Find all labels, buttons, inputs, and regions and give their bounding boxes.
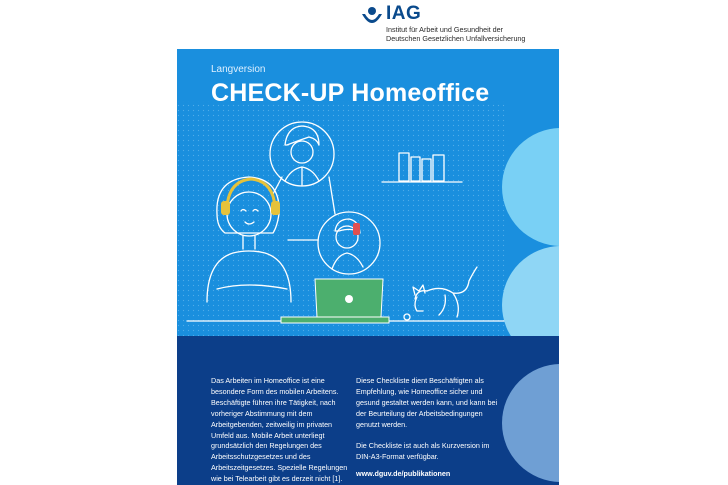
- document-title: CHECK-UP Homeoffice: [211, 79, 490, 107]
- logo-wordmark: IAG: [386, 3, 422, 24]
- intro-column-left: [211, 376, 351, 485]
- document-overline: Langversion: [211, 64, 266, 75]
- logo-subtitle-line-1: Institut für Arbeit und Gesundheit der: [386, 25, 504, 34]
- intro-column-right: [356, 376, 506, 474]
- logo-subtitle: [386, 25, 525, 43]
- colleague-2-circle: [318, 212, 380, 274]
- iag-logo-icon: [361, 6, 383, 30]
- laptop: [281, 279, 389, 323]
- logo-subtitle-line-2: Deutschen Gesetzlichen Unfallversicherung: [386, 34, 526, 43]
- header: [177, 0, 559, 49]
- intro-paragraph: Das Arbeiten im Homeoffice ist eine besondere Form des mobilen Arbeitens. Beschäftigte führen ihre Tätigkeit, nach vorheriger Abstimmung mit dem Arbeitgebenden, zeitweilig im privaten Umfeld aus. Mobile Arbeit unterliegt grundsätzlich den Regelungen des Arbeitsschutzgesetzes und des Arbeitszeitgesetzes. Spezielle Regelungen wie bei Telearbeit gibt es derzeit nicht [1].: [211, 376, 348, 484]
- short-version-paragraph: Die Checkliste ist auch als Kurzversion im DIN-A3-Format verfügbar.: [356, 441, 490, 462]
- publications-link[interactable]: www.dguv.de/publikationen: [356, 469, 451, 478]
- document-page: [177, 0, 559, 485]
- purpose-paragraph: Diese Checkliste dient Beschäftigten als Empfehlung, wie Homeoffice sicher und gesund gestaltet werden kann, und kann bei der Beurteilung der Arbeitsbedingungen genutzt werden.: [356, 376, 498, 429]
